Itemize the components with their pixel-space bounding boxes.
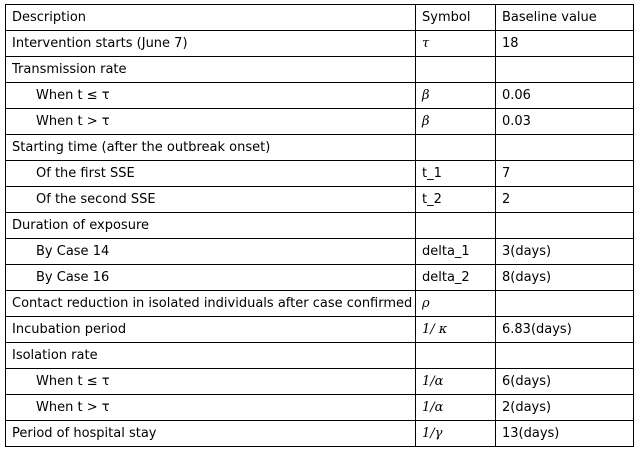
row-value: 13(days)	[496, 421, 634, 447]
row-symbol: delta_2	[416, 265, 496, 291]
row-value: 2(days)	[496, 395, 634, 421]
row-symbol: 1/α	[416, 369, 496, 395]
row-value: 6.83(days)	[496, 317, 634, 343]
row-symbol: t_1	[416, 161, 496, 187]
row-description: Isolation rate	[6, 343, 416, 369]
row-symbol: β	[416, 83, 496, 109]
row-description: Intervention starts (June 7)	[6, 31, 416, 57]
row-description: Of the first SSE	[6, 161, 416, 187]
table-row	[6, 161, 634, 187]
row-description: When t ≤ τ	[6, 83, 416, 109]
table-row	[6, 213, 634, 239]
parameter-table	[5, 4, 634, 447]
row-symbol: 1/α	[416, 395, 496, 421]
row-description: Transmission rate	[6, 57, 416, 83]
row-symbol: τ	[416, 31, 496, 57]
row-symbol: 1/ κ	[416, 317, 496, 343]
row-description: Of the second SSE	[6, 187, 416, 213]
row-value: 18	[496, 31, 634, 57]
row-symbol	[416, 57, 496, 83]
row-symbol: delta_1	[416, 239, 496, 265]
table-row	[6, 187, 634, 213]
row-description: Incubation period	[6, 317, 416, 343]
row-description: When t > τ	[6, 395, 416, 421]
table-row	[6, 421, 634, 447]
table-row	[6, 83, 634, 109]
row-value: 6(days)	[496, 369, 634, 395]
row-description: Starting time (after the outbreak onset)	[6, 135, 416, 161]
table-row	[6, 369, 634, 395]
row-value	[496, 291, 634, 317]
row-symbol: t_2	[416, 187, 496, 213]
row-symbol	[416, 213, 496, 239]
table-row	[6, 317, 634, 343]
table-row	[6, 31, 634, 57]
row-value: 8(days)	[496, 265, 634, 291]
row-value: 2	[496, 187, 634, 213]
row-description: Duration of exposure	[6, 213, 416, 239]
table-row	[6, 57, 634, 83]
row-value	[496, 57, 634, 83]
table-row	[6, 291, 634, 317]
row-description: Contact reduction in isolated individuals after case confirmed	[6, 291, 416, 317]
row-value: 0.06	[496, 83, 634, 109]
row-symbol: ρ	[416, 291, 496, 317]
table-header-row	[6, 5, 634, 31]
row-value: 3(days)	[496, 239, 634, 265]
table-row	[6, 343, 634, 369]
table-row	[6, 135, 634, 161]
table-row	[6, 395, 634, 421]
table-row	[6, 239, 634, 265]
row-description: When t > τ	[6, 109, 416, 135]
row-value	[496, 213, 634, 239]
row-symbol	[416, 343, 496, 369]
row-description: Period of hospital stay	[6, 421, 416, 447]
row-value	[496, 343, 634, 369]
table-row	[6, 265, 634, 291]
row-description: When t ≤ τ	[6, 369, 416, 395]
row-description: By Case 14	[6, 239, 416, 265]
header-baseline-value: Baseline value	[496, 5, 634, 31]
row-value: 7	[496, 161, 634, 187]
row-symbol	[416, 135, 496, 161]
row-symbol: 1/γ	[416, 421, 496, 447]
row-value	[496, 135, 634, 161]
row-value: 0.03	[496, 109, 634, 135]
table-row	[6, 109, 634, 135]
header-symbol: Symbol	[416, 5, 496, 31]
row-symbol: β	[416, 109, 496, 135]
header-description: Description	[6, 5, 416, 31]
row-description: By Case 16	[6, 265, 416, 291]
